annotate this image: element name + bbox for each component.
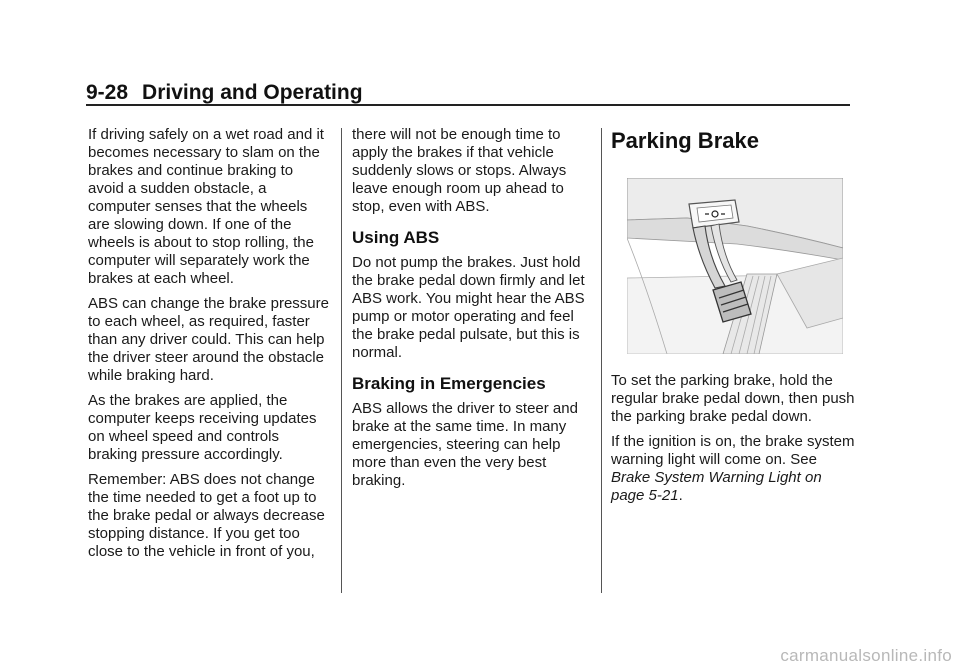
cross-reference-link[interactable]: Brake System Warning Light on page 5-21 [611,469,822,504]
column-2 [352,126,592,497]
paragraph: To set the parking brake, hold the regular brake pedal down, then push the parking brake pedal down. [611,372,855,425]
section-title: Driving and Operating [142,81,363,104]
paragraph: there will not be enough time to apply the brakes if that vehicle suddenly slows or stops. Always leave enough room up ahead to stop, even with ABS. [352,126,567,215]
paragraph: ABS allows the driver to steer and brake at the same time. In many emergencies, steering can help more than even the very best braking. [352,400,578,489]
paragraph: ABS can change the brake pressure to each wheel, as required, faster than any driver could. This can help the driver steer around the obstacle while braking hard. [88,295,329,384]
paragraph: Remember: ABS does not change the time needed to get a foot up to the brake pedal or always decrease stopping distance. If you get too close to the vehicle in front of you, [88,471,325,560]
page-number: 9-28 [86,81,129,104]
column-divider [341,128,342,593]
header-rule [86,104,850,106]
paragraph-end: . [678,487,683,504]
parking-brake-pedal-illustration [627,178,843,354]
paragraph [611,433,859,505]
watermark: carmanualsonline.info [780,646,952,665]
paragraph: If driving safely on a wet road and it becomes necessary to slam on the brakes and continue braking to avoid a sudden obstacle, a computer senses that the wheels are slowing down. If one of the wheels is about to stop rolling, the computer will separately work the brakes at each wheel. [88,126,324,287]
column-divider [601,128,602,593]
column-3 [611,126,859,512]
paragraph: Do not pump the brakes. Just hold the brake pedal down firmly and let ABS work. You might hear the ABS pump or motor operating and feel the brake pedal pulsate, but this is normal. [352,254,585,361]
column-1 [88,126,332,568]
heading-braking-in-emergencies: Braking in Emergencies [352,374,546,393]
heading-using-abs: Using ABS [352,228,440,247]
heading-parking-brake: Parking Brake [611,128,759,153]
paragraph-text: If the ignition is on, the brake system warning light will come on. See [611,433,855,468]
pedal-drawing [627,178,843,354]
page-header [86,80,850,106]
paragraph: As the brakes are applied, the computer keeps receiving updates on wheel speed and controls braking pressure accordingly. [88,392,317,463]
